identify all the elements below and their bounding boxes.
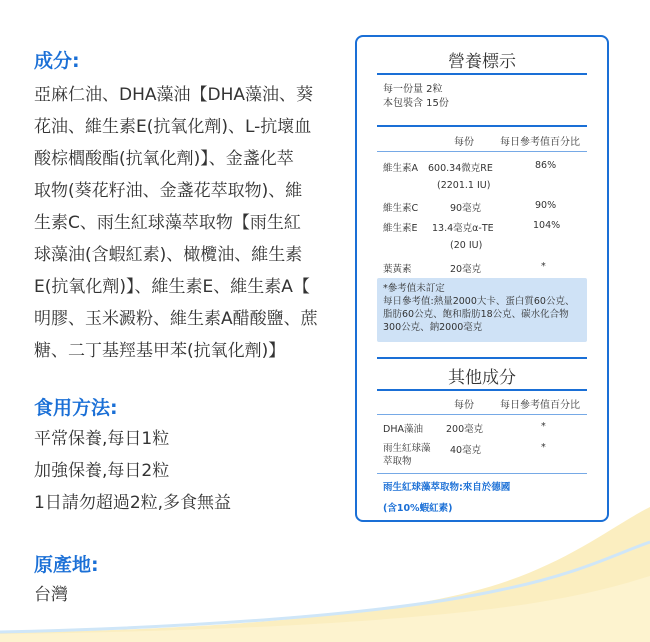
origin-title: 原產地: — [34, 554, 99, 576]
usage-line: 平常保養,每日1粒 — [34, 429, 170, 449]
nutrient-amount-sub: (20 IU) — [450, 240, 483, 251]
nutrient-dv: 90% — [535, 200, 557, 211]
nutrient-amount: 90毫克 — [450, 203, 482, 214]
other-header-divider — [377, 414, 587, 415]
ingredients-line: 球藻油(含蝦紅素)、橄欖油、維生素 — [34, 245, 303, 265]
other-top-divider — [377, 357, 587, 359]
nutrient-amount: 600.34微克RE — [428, 163, 493, 174]
nutrition-panel — [355, 35, 609, 522]
nutrient-amount: 13.4毫克α-TE — [432, 223, 494, 234]
reference-note-text: *參考值未訂定 每日參考值:熱量2000大卡、蛋白質60公克、脂肪60公克、飽和脂肪18公克、碳水化合物300公克、鈉2000毫克 — [383, 283, 575, 333]
source-note-1: 雨生紅球藻萃取物:來自於德國 — [383, 482, 511, 493]
reference-note — [377, 278, 587, 342]
other-ingredient-amount: 40毫克 — [450, 445, 482, 456]
nutrient-amount-sub: (2201.1 IU) — [437, 180, 491, 191]
ingredients-line: 花油、維生素E(抗氧化劑)、L-抗壞血 — [34, 117, 312, 137]
col-daily-value: 每日參考值百分比 — [500, 137, 580, 148]
serving-divider — [377, 125, 587, 127]
origin-value: 台灣 — [34, 585, 68, 605]
col-per-serving: 每份 — [454, 137, 474, 148]
nutrient-name: 維生素A — [383, 163, 418, 174]
title-divider — [377, 73, 587, 75]
other-title: 其他成分 — [448, 368, 516, 388]
other-ingredient-name: DHA藻油 — [383, 424, 423, 435]
servings-per-pack: 本包裝含 15份 — [383, 98, 449, 109]
nutrition-title: 營養標示 — [448, 52, 516, 72]
serving-size: 每一份量 2粒 — [383, 84, 443, 95]
other-ingredient-dv: * — [541, 421, 546, 432]
other-ingredient-amount: 200毫克 — [446, 424, 484, 435]
decorative-wave — [0, 482, 650, 642]
header-divider — [377, 151, 587, 152]
other-bottom-divider — [377, 473, 587, 474]
ingredients-line: 亞麻仁油、DHA藻油【DHA藻油、葵 — [34, 85, 314, 105]
nutrient-amount: 20毫克 — [450, 264, 482, 275]
other-title-divider — [377, 389, 587, 391]
ingredients-line: E(抗氧化劑)】、維生素E、維生素A【 — [34, 277, 310, 297]
source-note-2: (含10%蝦紅素) — [383, 503, 453, 514]
nutrient-dv: 104% — [533, 220, 561, 231]
ingredients-line: 糖、二丁基羥基甲苯(抗氧化劑)】 — [34, 341, 286, 361]
ingredients-title: 成分: — [34, 50, 80, 72]
ingredients-line: 生素C、雨生紅球藻萃取物【雨生紅 — [34, 213, 301, 233]
ingredients-line: 取物(葵花籽油、金盞花萃取物)、維 — [34, 181, 303, 201]
usage-title: 食用方法: — [34, 397, 118, 419]
ingredients-line: 明膠、玉米澱粉、維生素A醋酸鹽、蔗 — [34, 309, 318, 329]
nutrient-dv: * — [541, 261, 546, 272]
other-col-per-serving: 每份 — [454, 400, 474, 411]
other-col-daily-value: 每日參考值百分比 — [500, 400, 580, 411]
ingredients-list — [34, 79, 342, 367]
other-ingredient-dv: * — [541, 442, 546, 453]
usage-line: 加強保養,每日2粒 — [34, 461, 170, 481]
nutrient-name: 維生素C — [383, 203, 419, 214]
nutrient-name: 維生素E — [383, 223, 418, 234]
other-ingredient-name: 雨生紅球藻萃取物 — [383, 443, 431, 467]
nutrient-dv: 86% — [535, 160, 557, 171]
ingredients-line: 酸棕櫚酸酯(抗氧化劑)】、金盞化萃 — [34, 149, 294, 169]
usage-line: 1日請勿超過2粒,多食無益 — [34, 493, 232, 513]
nutrient-name: 葉黃素 — [383, 264, 412, 275]
